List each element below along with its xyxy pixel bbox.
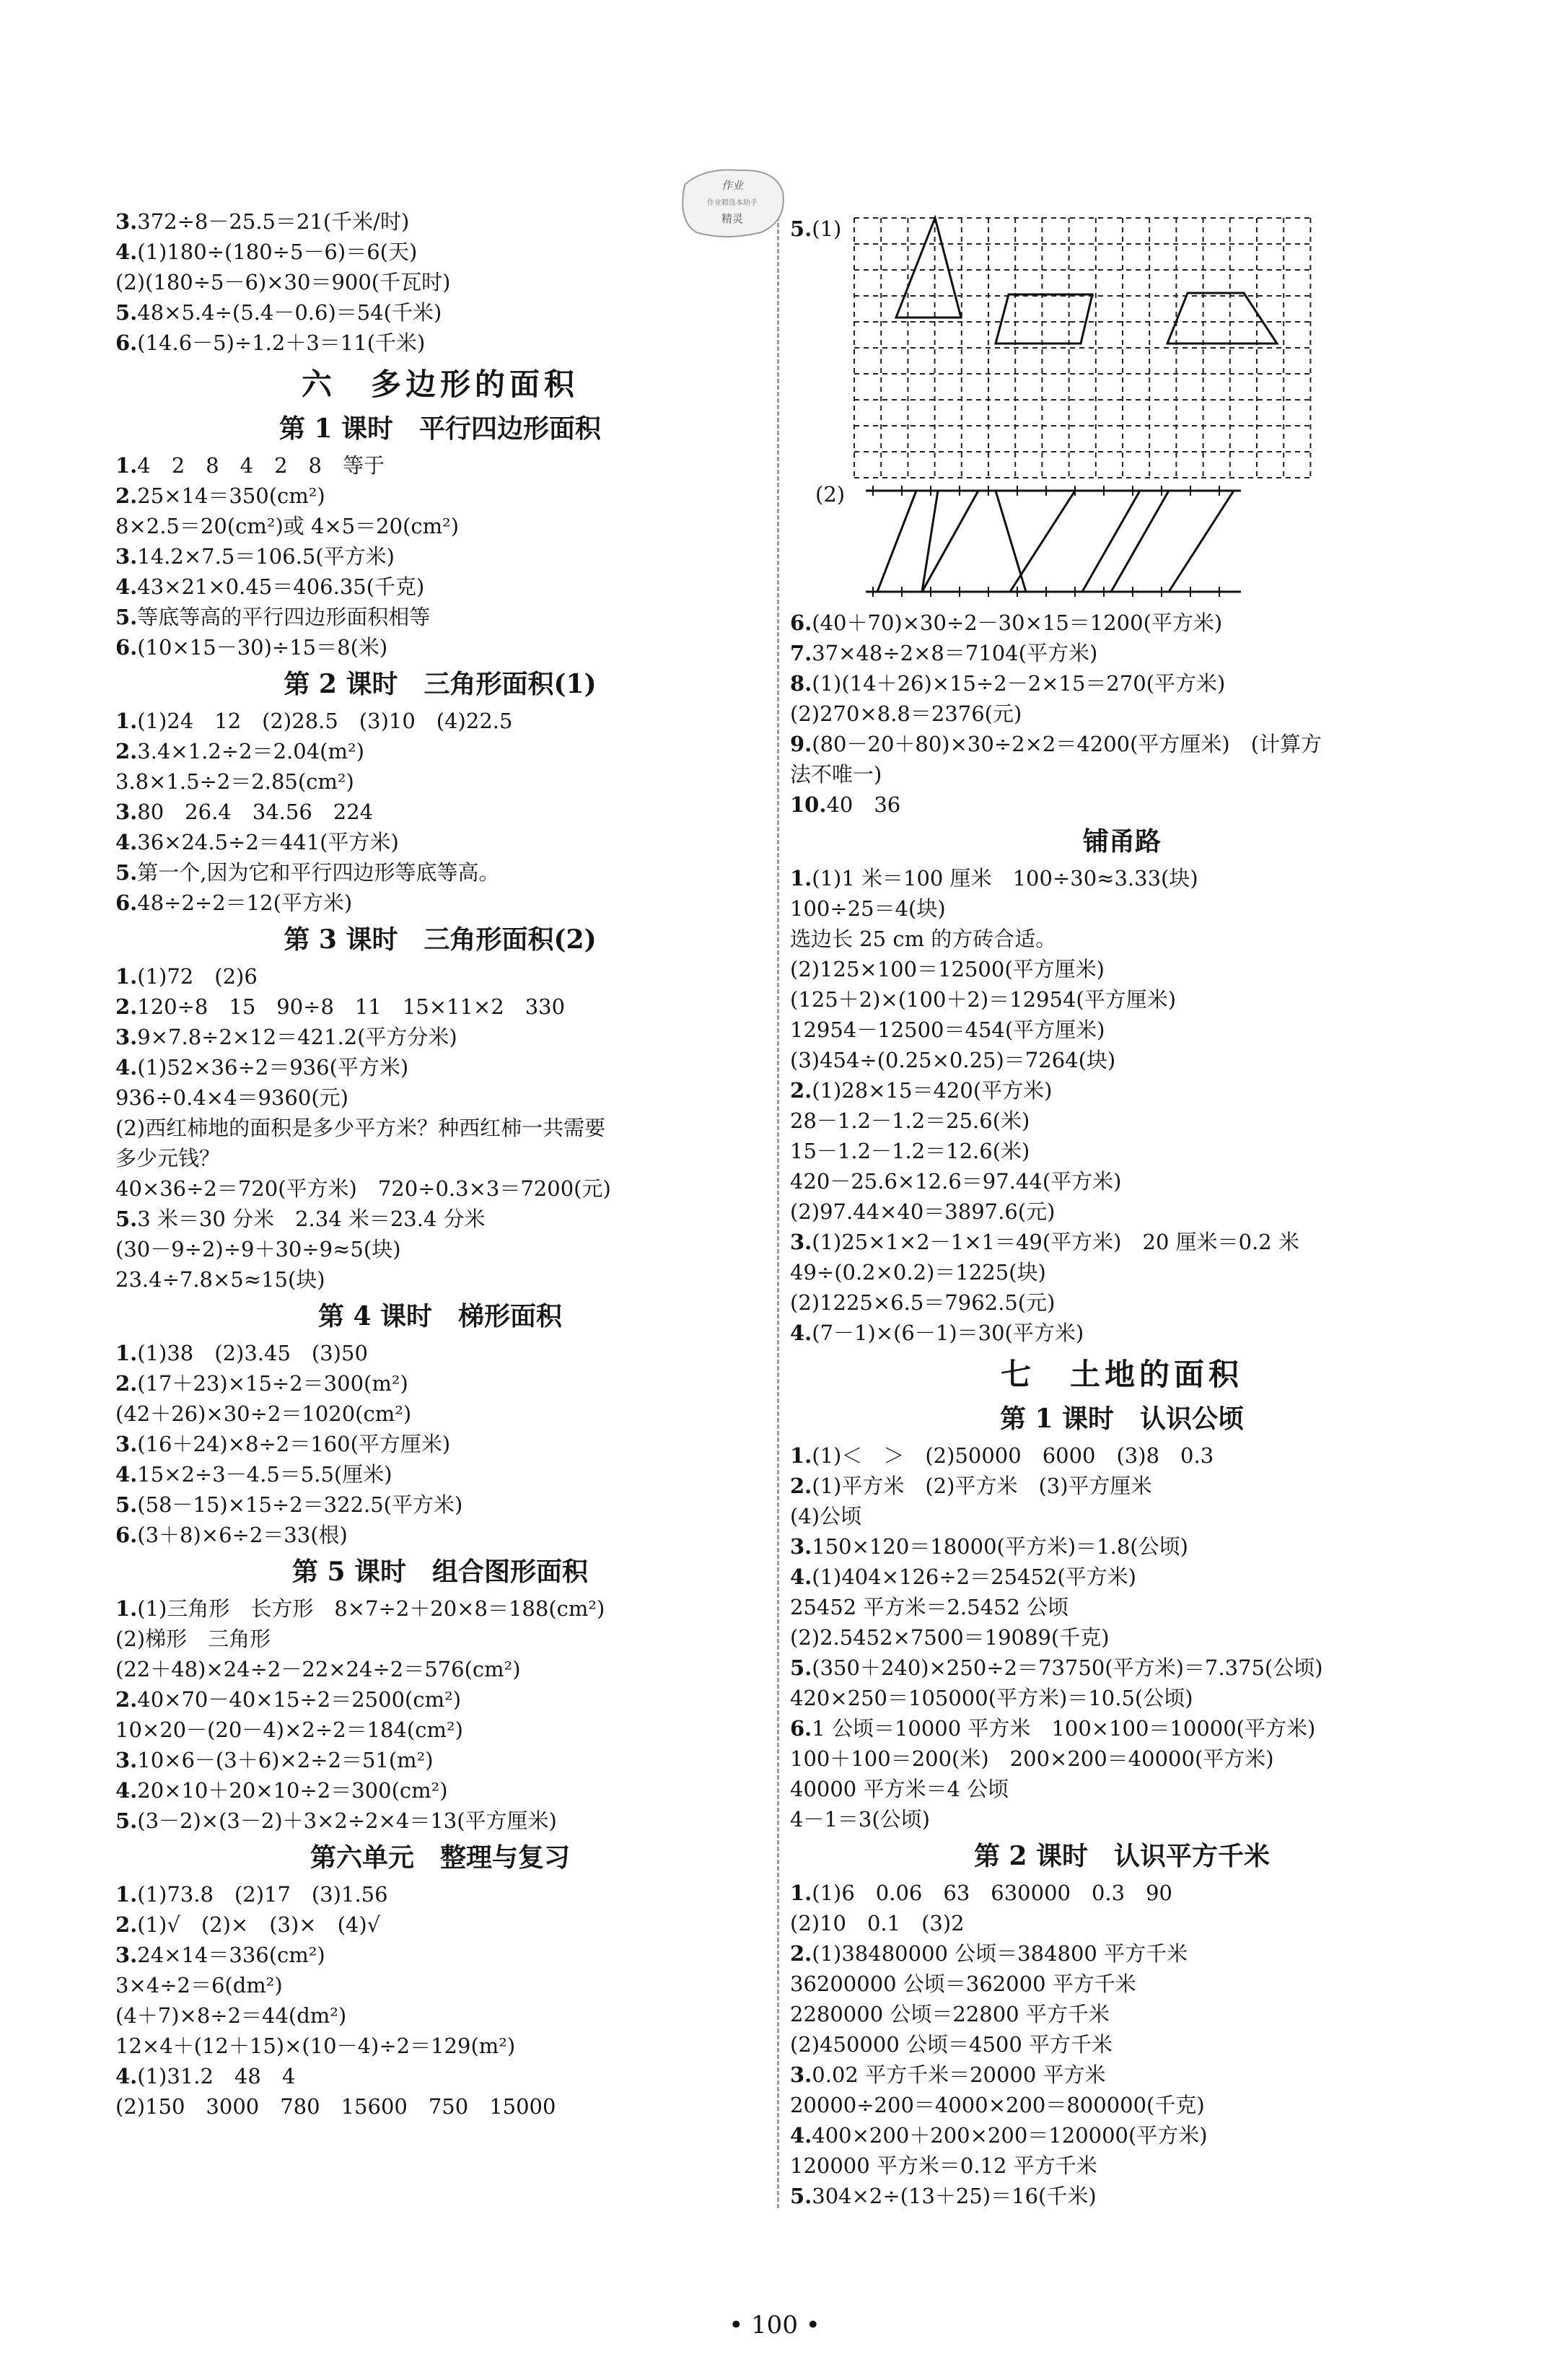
answer-line (790, 1075, 1454, 1106)
answer-line (115, 450, 765, 481)
question-number: 5. (115, 300, 138, 325)
answer-line (115, 602, 765, 632)
answer-text: 100＋100＝200(米) 200×200＝40000(平方米) (790, 1746, 1274, 1771)
answer-line (790, 2120, 1454, 2151)
answer-line (115, 328, 765, 358)
answer-line (115, 1775, 765, 1806)
answer-text: 936÷0.4×4＝9360(元) (115, 1085, 348, 1110)
answer-text: 372÷8－25.5＝21(千米/时) (137, 209, 410, 234)
answer-line (790, 1196, 1454, 1227)
answer-text: 23.4÷7.8×5≈15(块) (115, 1267, 325, 1292)
answer-text: 12×4＋(12＋15)×(10－4)÷2＝129(m²) (115, 2034, 516, 2058)
answer-text: 25452 平方米＝2.5452 公顷 (790, 1595, 1069, 1619)
question-number: 1. (115, 1596, 138, 1621)
answer-line (115, 706, 765, 736)
answer-text: 24×14＝336(cm²) (137, 1943, 325, 1967)
answer-text: (1)31.2 48 4 (137, 2064, 296, 2088)
parallel-lines-figure (851, 485, 1255, 600)
answer-line (790, 1653, 1454, 1683)
question-number: 3. (115, 544, 138, 569)
question-number: 6. (115, 635, 138, 660)
answer-text: 14.2×7.5＝106.5(平方米) (137, 544, 395, 569)
answer-text: 法不唯一) (790, 762, 882, 787)
answer-text: (22＋48)×24÷2－22×24÷2＝576(cm²) (115, 1657, 521, 1681)
question-number: 6. (115, 331, 138, 355)
answer-line (115, 857, 765, 888)
answer-text: (1)52×36÷2＝936(平方米) (137, 1055, 409, 1080)
question-number: 2. (790, 1078, 812, 1103)
question-number: 5. (115, 1808, 138, 1833)
answer-text: 12954－12500＝454(平方厘米) (790, 1018, 1105, 1042)
answer-text: (2)(180÷5－6)×30＝900(千瓦时) (115, 270, 451, 294)
answer-line (790, 789, 1454, 820)
answer-text: (3－2)×(3－2)＋3×2÷2×4＝13(平方厘米) (137, 1808, 557, 1833)
svg-text:精灵: 精灵 (721, 212, 744, 225)
dotted-grid-figure (851, 215, 1313, 482)
answer-line (115, 2000, 765, 2031)
question-number: 5. (115, 1492, 138, 1517)
lesson-heading: 第 2 课时 认识平方千米 (973, 1841, 1271, 1871)
question-number: 3. (115, 209, 138, 234)
answer-text: 120000 平方米＝0.12 平方千米 (790, 2153, 1097, 2178)
answer-text: (3)454÷(0.25×0.25)＝7264(块) (790, 1048, 1116, 1072)
question-number: 2. (115, 1371, 138, 1396)
answer-line (115, 1745, 765, 1775)
answer-text: 15－1.2－1.2＝12.6(米) (790, 1139, 1030, 1163)
answer-line (790, 1938, 1454, 1969)
answer-text: (7－1)×(6－1)＝30(平方米) (812, 1321, 1084, 1345)
question-number: 6. (790, 611, 812, 635)
answer-line (790, 2060, 1454, 2090)
answer-text: (2)125×100＝12500(平方厘米) (790, 957, 1105, 981)
answer-text: (1)28×15＝420(平方米) (812, 1078, 1053, 1103)
answer-line (115, 827, 765, 857)
answer-line (790, 1287, 1454, 1318)
answer-line (790, 1166, 1454, 1196)
answer-text: 15×2÷3－4.5＝5.5(厘米) (137, 1462, 392, 1487)
answer-text: (1)404×126÷2＝25452(平方米) (812, 1565, 1136, 1589)
answer-line (790, 2090, 1454, 2120)
svg-text:作业: 作业 (721, 179, 744, 192)
question-number: 6. (115, 891, 138, 915)
question-number: 2. (115, 1912, 138, 1937)
answer-line (115, 632, 765, 662)
answer-line (790, 1471, 1454, 1501)
answer-text: (1)25×1×2－1×1＝49(平方米) 20 厘米＝0.2 米 (812, 1230, 1299, 1254)
answer-text: 43×21×0.45＝406.35(千克) (137, 574, 425, 599)
answer-text: (3＋8)×6÷2＝33(根) (137, 1523, 348, 1547)
answer-text: 48÷2÷2＝12(平方米) (137, 891, 353, 915)
answer-text: 选边长 25 cm 的方砖合适。 (790, 927, 1057, 951)
answer-text: (2)西红柿地的面积是多少平方米？种西红柿一共需要 (115, 1116, 606, 1140)
question-number: 4. (115, 1778, 138, 1803)
question-number: 4. (115, 1462, 138, 1487)
answer-text: 40×36÷2＝720(平方米) 720÷0.3×3＝7200(元) (115, 1176, 611, 1201)
question-number: 4. (790, 1321, 812, 1345)
answer-text: (2)2.5452×7500＝19089(千克) (790, 1625, 1110, 1650)
answer-line (790, 1969, 1454, 1999)
answer-line (115, 1173, 765, 1204)
answer-line (115, 961, 765, 992)
answer-text: (1)180÷(180÷5－6)＝6(天) (137, 240, 418, 264)
answer-text: (42＋26)×30÷2＝1020(cm²) (115, 1401, 412, 1426)
answer-line (790, 1257, 1454, 1287)
answer-line (115, 1143, 765, 1173)
answer-text: (2)97.44×40＝3897.6(元) (790, 1199, 1056, 1224)
answer-text: 40 36 (826, 792, 901, 817)
answer-line (790, 1136, 1454, 1166)
question-number: 3. (790, 1534, 812, 1559)
answer-line (790, 1440, 1454, 1471)
question-number: 9. (790, 732, 812, 756)
answer-text: (2)450000 公顷＝4500 平方千米 (790, 2032, 1113, 2057)
answer-line (115, 1022, 765, 1052)
answer-line (790, 924, 1454, 954)
answer-line (790, 1999, 1454, 2029)
answer-text: 3.4×1.2÷2＝2.04(m²) (137, 739, 364, 764)
answer-line (115, 992, 765, 1022)
answer-line (115, 736, 765, 766)
question-number: 2. (115, 484, 138, 508)
question-number: 4. (790, 1565, 812, 1589)
answer-text: (1)72 (2)6 (137, 964, 258, 989)
answer-line (115, 888, 765, 918)
question-number: 4. (115, 240, 138, 264)
question-number: 8. (790, 671, 812, 696)
question-number: 4. (115, 2064, 138, 2088)
answer-text: (1)73.8 (2)17 (3)1.56 (137, 1882, 388, 1907)
answer-line (790, 1592, 1454, 1622)
answer-text: 36200000 公顷＝362000 平方千米 (790, 1972, 1136, 1996)
answer-text: 80 26.4 34.56 224 (137, 800, 374, 824)
answer-text: 100÷25＝4(块) (790, 896, 946, 921)
question-number: 5. (115, 1207, 138, 1231)
answer-line (115, 1264, 765, 1295)
lesson-heading: 第 3 课时 三角形面积(2) (284, 924, 597, 955)
answer-line (790, 1744, 1454, 1774)
answer-text: (2)150 3000 780 15600 750 15000 (115, 2094, 556, 2119)
trapezoid-shape (1167, 293, 1277, 344)
question-number: 5. (115, 860, 138, 885)
question-number: 10. (790, 792, 827, 817)
question-number: 2. (115, 739, 138, 764)
answer-line (115, 1715, 765, 1745)
svg-text:作业精选本助手: 作业精选本助手 (707, 199, 758, 207)
question-number: 3. (115, 800, 138, 824)
answer-line (115, 766, 765, 797)
answer-text: (125＋2)×(100＋2)＝12954(平方厘米) (790, 987, 1177, 1012)
answer-text: 第一个,因为它和平行四边形等底等高。 (137, 860, 500, 885)
answer-text: 1 公顷＝10000 平方米 100×100＝10000(平方米) (812, 1716, 1316, 1741)
answer-line (115, 1624, 765, 1654)
answer-text: 9×7.8÷2×12＝421.2(平方分米) (137, 1025, 457, 1049)
answer-line (115, 1082, 765, 1113)
lesson-heading: 第 5 课时 组合图形面积 (291, 1557, 589, 1587)
answer-text: (2)10 0.1 (3)2 (790, 1911, 965, 1935)
question-number: 3. (115, 1025, 138, 1049)
answer-line (115, 1654, 765, 1684)
question-number: 4. (115, 574, 138, 599)
question-number: 2. (790, 1474, 812, 1498)
answer-text: (58－15)×15÷2＝322.5(平方米) (137, 1492, 463, 1517)
answer-text: 28－1.2－1.2＝25.6(米) (790, 1108, 1030, 1133)
question-number: 5. (115, 605, 138, 629)
answer-line (115, 1052, 765, 1082)
question-number: 3. (790, 2062, 812, 2087)
answer-text: 10×20－(20－4)×2÷2＝184(cm²) (115, 1718, 463, 1742)
answer-line (790, 2181, 1454, 2211)
answer-line (790, 1045, 1454, 1075)
answer-text: (1)平方米 (2)平方米 (3)平方厘米 (812, 1474, 1152, 1498)
answer-text: 3 米＝30 分米 2.34 米＝23.4 分米 (137, 1207, 486, 1231)
answer-line (790, 1227, 1454, 1257)
answer-line (790, 984, 1454, 1015)
triangle-shape (896, 218, 961, 318)
question-number: 5.(1) (790, 216, 842, 241)
answer-line (790, 1683, 1454, 1713)
answer-line (115, 1879, 765, 1909)
answer-line (115, 1489, 765, 1520)
answer-text: (10×15－30)÷15＝8(米) (137, 635, 388, 660)
answer-line (790, 1878, 1454, 1908)
answer-line (115, 1113, 765, 1143)
answer-line (115, 1909, 765, 1940)
answer-text: 4 2 8 4 2 8 等于 (137, 453, 385, 478)
answer-line (115, 572, 765, 602)
answer-text: (2)270×8.8＝2376(元) (790, 701, 1022, 726)
answer-text: 120÷8 15 90÷8 11 15×11×2 330 (137, 994, 566, 1019)
left-answer-column (115, 206, 765, 2122)
answer-line (115, 2031, 765, 2061)
answer-line (115, 1399, 765, 1429)
answer-line (790, 893, 1454, 924)
answer-text: (350＋240)×250÷2＝73750(平方米)＝7.375(公顷) (812, 1655, 1323, 1680)
answer-line (115, 1520, 765, 1550)
answer-text: (30－9÷2)÷9＋30÷9≈5(块) (115, 1237, 401, 1261)
page-number: • 100 • (729, 2311, 820, 2340)
lesson-heading: 铺甬路 (1082, 826, 1161, 857)
answer-line (115, 1204, 765, 1234)
answer-line (115, 511, 765, 541)
answer-line (115, 1459, 765, 1489)
answer-line (790, 2151, 1454, 2181)
answer-line (790, 1015, 1454, 1045)
question-number: 1. (115, 1882, 138, 1907)
answer-text: (1)38 (2)3.45 (3)50 (137, 1341, 368, 1365)
answer-text: (1)1 米＝100 厘米 100÷30≈3.33(块) (812, 866, 1198, 891)
question-number: 1. (790, 1443, 812, 1468)
answer-text: (14.6－5)÷1.2＋3＝11(千米) (137, 331, 426, 355)
question-number: 3. (115, 1943, 138, 1967)
question-number: 5. (790, 2184, 812, 2208)
answer-line (790, 608, 1454, 638)
answer-text: 150×120＝18000(平方米)＝1.8(公顷) (812, 1534, 1188, 1559)
answer-line (115, 2061, 765, 2091)
answer-line (115, 1940, 765, 1970)
answer-text: 3.8×1.5÷2＝2.85(cm²) (115, 769, 354, 794)
answer-text: 2280000 公顷＝22800 平方千米 (790, 2002, 1110, 2026)
answer-text: 420－25.6×12.6＝97.44(平方米) (790, 1169, 1122, 1194)
answer-text: (1)(14＋26)×15÷2－2×15＝270(平方米) (812, 671, 1226, 696)
question-number: 6. (790, 1716, 812, 1741)
answer-text: (16＋24)×8÷2＝160(平方厘米) (137, 1432, 451, 1456)
lesson-heading: 第六单元 整理与复习 (310, 1842, 570, 1873)
answer-line (115, 1338, 765, 1368)
answer-text: 40×70－40×15÷2＝2500(cm²) (137, 1687, 462, 1712)
answer-line (790, 1908, 1454, 1938)
answer-line (115, 481, 765, 511)
answer-line (790, 1106, 1454, 1136)
answer-line (790, 1531, 1454, 1562)
answer-line (790, 699, 1454, 729)
answer-line (115, 206, 765, 237)
question-number: 3. (115, 1432, 138, 1456)
answer-text: 420×250＝105000(平方米)＝10.5(公顷) (790, 1686, 1193, 1710)
answer-line (115, 1970, 765, 2000)
answer-text: 10×6－(3＋6)×2÷2＝51(m²) (137, 1748, 434, 1772)
answer-line (115, 2091, 765, 2122)
answer-line (115, 541, 765, 572)
question-number: 3. (790, 1230, 812, 1254)
answer-text: 40000 平方米＝4 公顷 (790, 1777, 1009, 1801)
question-number: 1. (115, 453, 138, 478)
question-number: 1. (115, 709, 138, 733)
question-number: 1. (115, 1341, 138, 1365)
answer-text: (4)公顷 (790, 1504, 862, 1528)
answer-line (790, 1804, 1454, 1834)
question-number: 6. (115, 1523, 138, 1547)
answer-text: (1)三角形 长方形 8×7÷2＋20×8＝188(cm²) (137, 1596, 605, 1621)
answer-text: (17＋23)×15÷2＝300(m²) (137, 1371, 408, 1396)
question-number: 4. (115, 830, 138, 854)
answer-text: 36×24.5÷2＝441(平方米) (137, 830, 399, 854)
answer-line (115, 1234, 765, 1264)
answer-line (790, 759, 1454, 789)
answer-text: 0.02 平方千米＝20000 平方米 (812, 2062, 1106, 2087)
answer-line (790, 1562, 1454, 1592)
question-number: 3. (115, 1748, 138, 1772)
right-answer-column (790, 608, 1454, 2211)
answer-line (790, 863, 1454, 893)
answer-text: 8×2.5＝20(cm²)或 4×5＝20(cm²) (115, 514, 460, 538)
question-number: 2. (790, 1941, 812, 1966)
answer-line (790, 729, 1454, 759)
answer-text: (1)6 0.06 63 630000 0.3 90 (812, 1881, 1173, 1905)
column-divider (777, 216, 779, 2208)
answer-text: 49÷(0.2×0.2)＝1225(块) (790, 1260, 1046, 1285)
lesson-heading: 第 1 课时 认识公顷 (999, 1404, 1245, 1434)
answer-line (790, 1318, 1454, 1348)
unit-heading: 七 土地的面积 (1000, 1357, 1243, 1392)
question-number: 4. (790, 2123, 812, 2148)
answer-text: (1)＜ ＞ (2)50000 6000 (3)8 0.3 (812, 1443, 1214, 1468)
answer-text: 37×48÷2×8＝7104(平方米) (812, 641, 1098, 665)
unit-heading: 六 多边形的面积 (301, 367, 579, 402)
question-number: 2. (115, 994, 138, 1019)
answer-line (115, 1593, 765, 1624)
sub-question-label: (2) (815, 482, 846, 507)
answer-line (790, 668, 1454, 699)
answer-text: 20×10＋20×10÷2＝300(cm²) (137, 1778, 448, 1803)
answer-text: (1)24 12 (2)28.5 (3)10 (4)22.5 (137, 709, 513, 733)
lesson-heading: 第 2 课时 三角形面积(1) (284, 669, 597, 699)
answer-text: 20000÷200＝4000×200＝800000(千克) (790, 2093, 1205, 2117)
answer-line (790, 954, 1454, 984)
question-number: 1. (790, 1881, 812, 1905)
answer-line (790, 1622, 1454, 1653)
answer-line (115, 797, 765, 827)
question-number: 2. (115, 1687, 138, 1712)
answer-text: 48×5.4÷(5.4－0.6)＝54(千米) (137, 300, 442, 325)
answer-line (790, 638, 1454, 668)
answer-text: 400×200＋200×200＝120000(平方米) (812, 2123, 1208, 2148)
answer-line (790, 2029, 1454, 2060)
answer-line (115, 1684, 765, 1715)
answer-line (115, 1806, 765, 1836)
answer-text: (40＋70)×30÷2－30×15＝1200(平方米) (812, 611, 1223, 635)
answer-line (115, 1429, 765, 1459)
lesson-heading: 第 1 课时 平行四边形面积 (278, 414, 602, 444)
answer-text: (2)1225×6.5＝7962.5(元) (790, 1290, 1056, 1315)
question-number: 1. (790, 866, 812, 891)
answer-line (790, 1774, 1454, 1804)
question-number: 5. (790, 1655, 812, 1680)
answer-text: 多少元钱？ (115, 1146, 221, 1171)
answer-line (790, 1501, 1454, 1531)
answer-text: (2)梯形 三角形 (115, 1627, 271, 1651)
answer-text: 304×2÷(13＋25)＝16(千米) (812, 2184, 1097, 2208)
answer-text: 等底等高的平行四边形面积相等 (137, 605, 431, 629)
parallelogram-shape (996, 294, 1092, 344)
question-number: 7. (790, 641, 812, 665)
answer-text: 4－1＝3(公顷) (790, 1807, 930, 1832)
answer-text: 25×14＝350(cm²) (137, 484, 325, 508)
answer-text: (1)√ (2)× (3)× (4)√ (137, 1912, 381, 1937)
answer-text: (4＋7)×8÷2＝44(dm²) (115, 2003, 347, 2028)
answer-text: (80－20＋80)×30÷2×2＝4200(平方厘米) (计算方 (812, 732, 1322, 756)
question-number: 4. (115, 1055, 138, 1080)
answer-text: (1)38480000 公顷＝384800 平方千米 (812, 1941, 1188, 1966)
answer-line (115, 267, 765, 297)
answer-line (115, 1368, 765, 1399)
answer-text: 3×4÷2＝6(dm²) (115, 1973, 283, 1998)
lesson-heading: 第 4 课时 梯形面积 (317, 1301, 563, 1331)
question-number: 1. (115, 964, 138, 989)
answer-line (790, 1713, 1454, 1744)
answer-line (115, 297, 765, 328)
answer-line (115, 237, 765, 267)
